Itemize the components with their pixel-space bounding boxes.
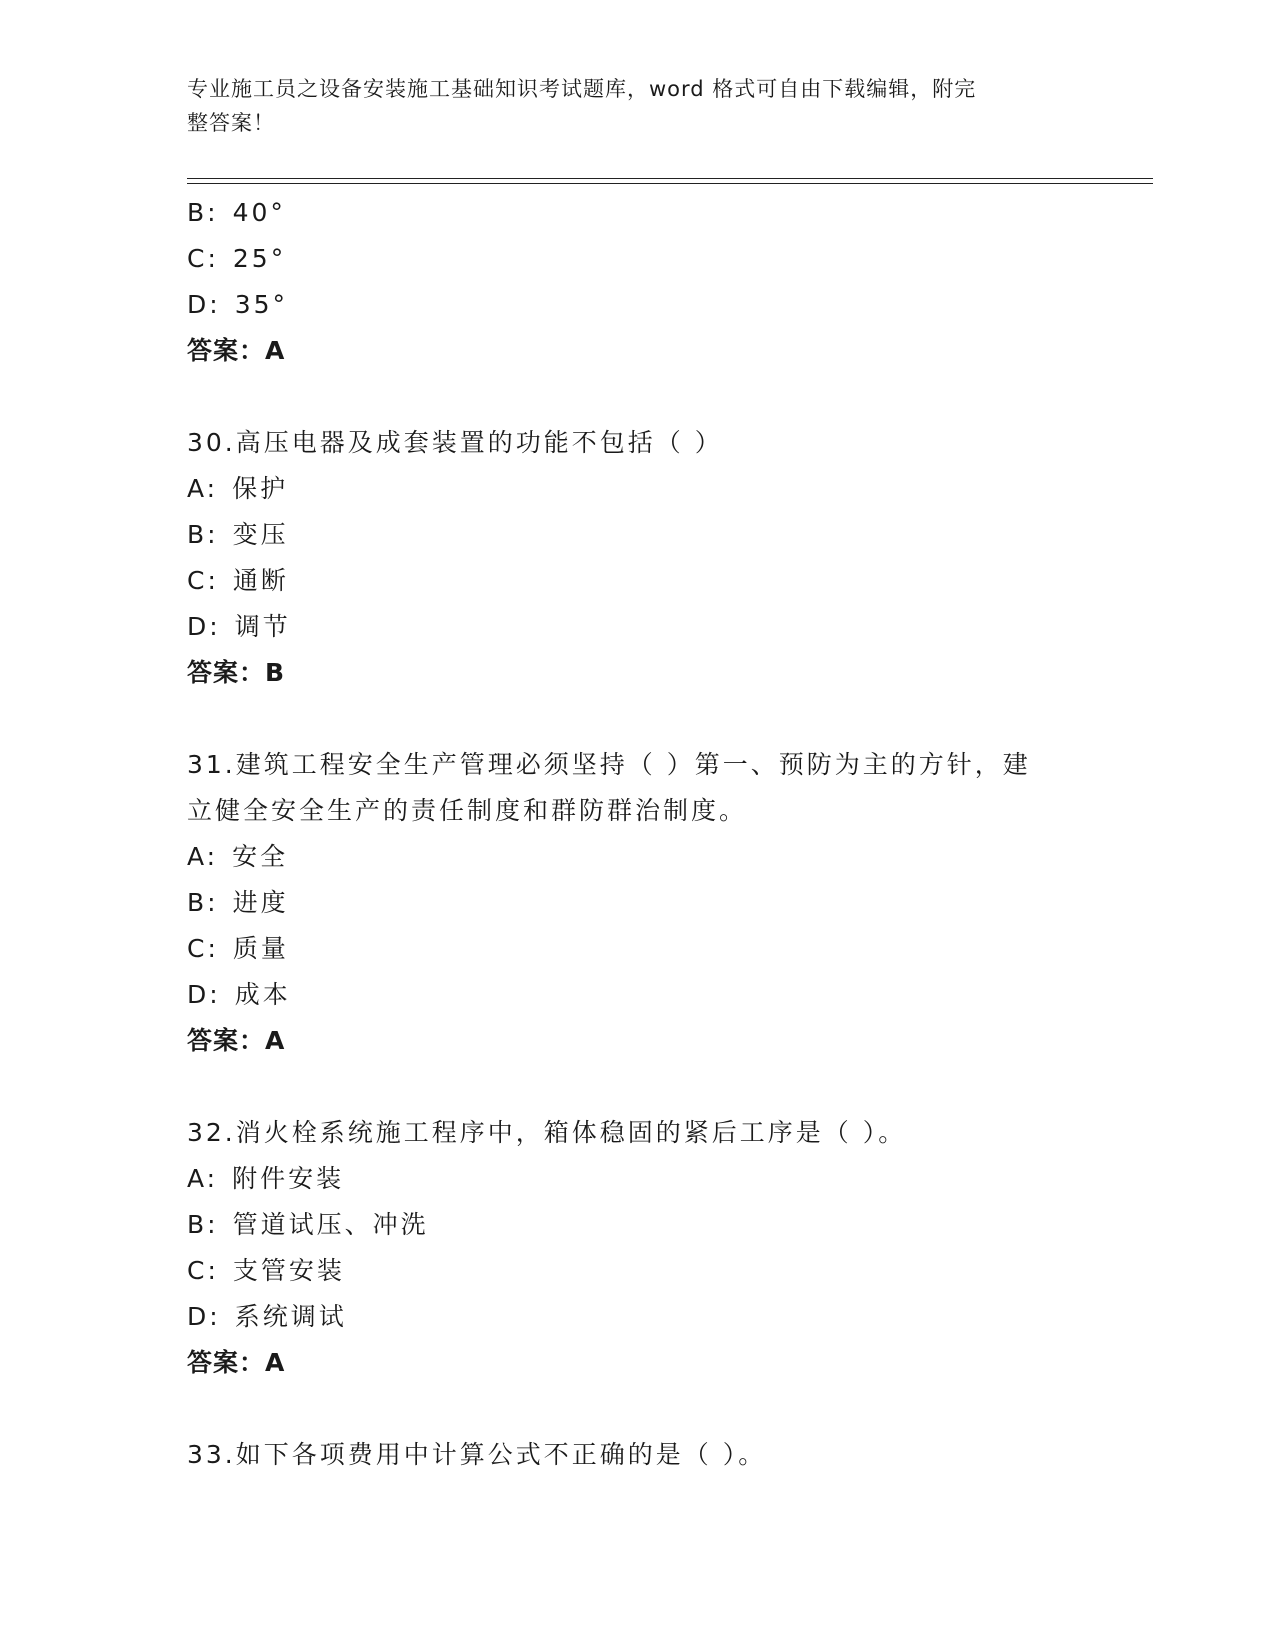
question-stem-line-1: 31.建筑工程安全生产管理必须坚持（ ）第一、预防为主的方针，建 [187,750,1031,779]
option-d: D: 调节 [187,612,291,641]
option-c: C: 通断 [187,566,289,595]
option-b: B: 变压 [187,520,289,549]
spacer [187,1064,1087,1110]
option-d: D: 成本 [187,980,291,1009]
header-divider-bottom [187,183,1153,184]
option-d: D: 系统调试 [187,1302,347,1331]
question-list [187,190,1087,1478]
option-a: A: 保护 [187,474,289,503]
header-line-1: 专业施工员之设备安装施工基础知识考试题库，word 格式可自由下载编辑，附完 [187,77,977,101]
option-b: B: 进度 [187,888,289,917]
answer-line: 答案：B [187,658,286,687]
option-b: B: 40° [187,198,286,227]
answer-line: 答案：A [187,1026,286,1055]
question-32 [187,1110,1087,1386]
question-stem: 32.消火栓系统施工程序中，箱体稳固的紧后工序是（ ）。 [187,1118,907,1147]
option-c: C: 质量 [187,934,289,963]
question-stem: 33.如下各项费用中计算公式不正确的是（ ）。 [187,1440,767,1469]
spacer [187,1386,1087,1432]
answer-line: 答案：A [187,336,286,365]
question-31 [187,742,1087,1064]
answer-line: 答案：A [187,1348,286,1377]
option-a: A: 附件安装 [187,1164,345,1193]
question-33 [187,1432,1087,1478]
option-d: D: 35° [187,290,288,319]
spacer [187,374,1087,420]
header-divider-top [187,178,1153,179]
option-c: C: 支管安装 [187,1256,345,1285]
spacer [187,696,1087,742]
header-line-2: 整答案！ [187,111,275,135]
document-header [187,72,1067,140]
option-b: B: 管道试压、冲洗 [187,1210,429,1239]
question-stem: 30.高压电器及成套装置的功能不包括（ ） [187,428,723,457]
question-carryover [187,190,1087,374]
question-stem-line-2: 立健全安全生产的责任制度和群防群治制度。 [187,796,748,825]
option-a: A: 安全 [187,842,289,871]
question-30 [187,420,1087,696]
option-c: C: 25° [187,244,287,273]
